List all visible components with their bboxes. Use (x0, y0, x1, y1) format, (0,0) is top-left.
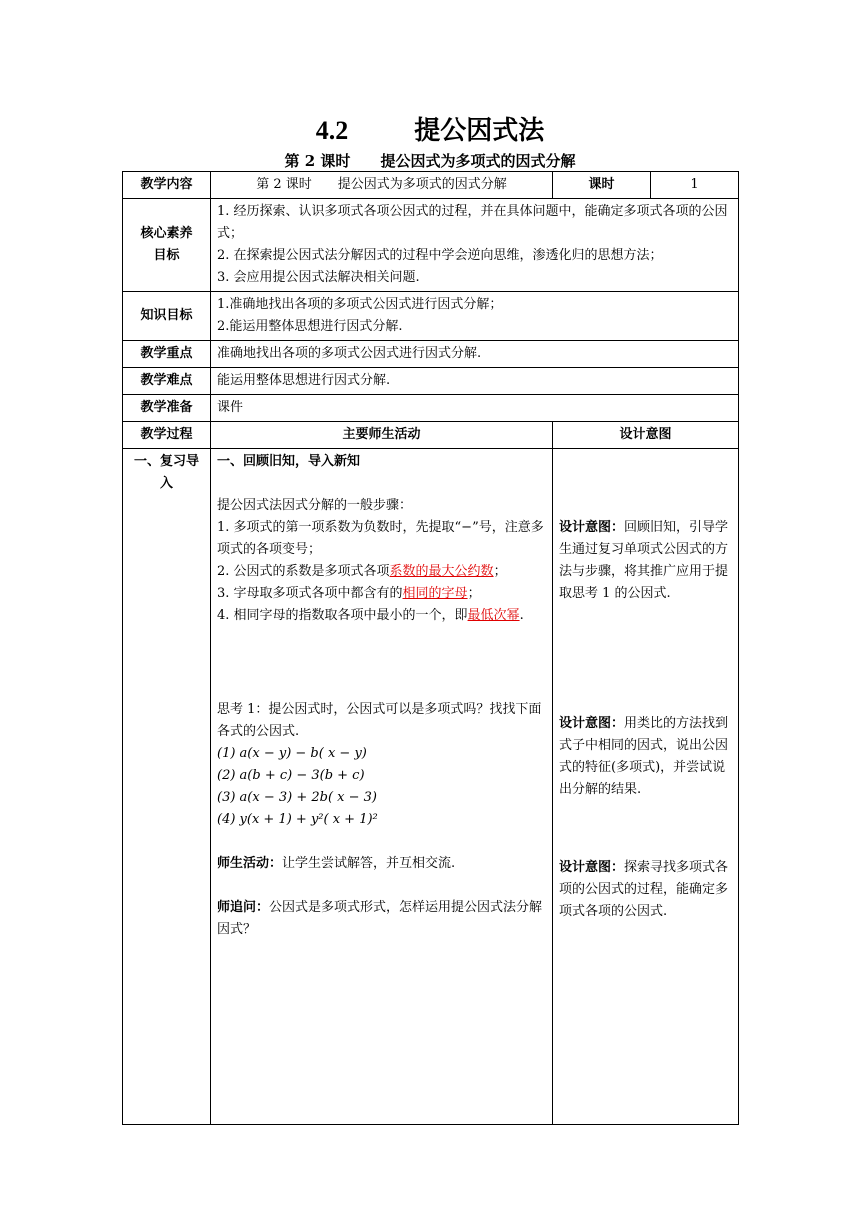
hours-value: 1 (651, 172, 739, 199)
step-4: 4. 相同字母的指数取各项中最小的一个，即最低次幂. (217, 608, 524, 623)
label-difficult: 教学难点 (123, 368, 211, 395)
row-process-header (123, 422, 739, 449)
page-title (0, 110, 860, 147)
core-goal-item: 2. 在探索提公因式法分解因式的过程中学会逆向思维，渗透化归的思想方法； (217, 248, 663, 263)
answer-blank: 最低次幂 (467, 608, 520, 623)
knowledge-item: 2.能运用整体思想进行因式分解. (217, 319, 403, 334)
label-hours: 课时 (553, 172, 651, 199)
row-process-body (123, 449, 739, 1125)
content-value: 第 2 课时 提公因式为多项式的因式分解 (211, 172, 553, 199)
subtitle-part2: 提公因式为多项式的因式分解 (380, 152, 576, 170)
section-heading: 一、回顾旧知，导入新知 (217, 454, 361, 469)
label-process: 教学过程 (123, 422, 211, 449)
answer-blank: 相同的字母 (402, 586, 468, 601)
difficult-value: 能运用整体思想进行因式分解. (211, 368, 739, 395)
label-content: 教学内容 (123, 172, 211, 199)
expression: (2) a(b + c) − 3(b + c) (217, 768, 365, 783)
step-1: 1. 多项式的第一项系数为负数时，先提取“−”号，注意多项式的各项变号； (217, 520, 544, 557)
header-intent: 设计意图 (553, 422, 739, 449)
intent-cell (553, 449, 739, 1125)
expression: (1) a(x − y) − b( x − y) (217, 746, 367, 761)
stage-label: 一、复习导入 (123, 449, 211, 1125)
row-core (123, 199, 739, 292)
knowledge-item: 1.准确地找出各项的多项式公因式进行因式分解； (217, 297, 503, 312)
core-goal-item: 3. 会应用提公因式法解决相关问题. (217, 270, 420, 285)
label-knowledge: 知识目标 (123, 292, 211, 341)
expression: (4) y(x + 1) + y²( x + 1)² (217, 812, 378, 827)
activity-note: 师生活动：让学生尝试解答，并互相交流. (217, 856, 456, 871)
lesson-plan-table (122, 171, 739, 1125)
section-number: 4.2 (315, 116, 349, 145)
step-2: 2. 公因式的系数是多项式各项系数的最大公约数； (217, 564, 507, 579)
row-difficult (123, 368, 739, 395)
row-prep (123, 395, 739, 422)
step-3: 3. 字母取多项式各项中都含有的相同的字母； (217, 586, 481, 601)
label-core (123, 199, 211, 292)
section-title: 提公因式法 (414, 116, 545, 146)
label-prep: 教学准备 (123, 395, 211, 422)
intent-1: 设计意图：回顾旧知，引导学生通过复习单项式公因式的方法与步骤，将其推广应用于提取思考 1 的公因式. (559, 520, 729, 601)
expression: (3) a(x − 3) + 2b( x − 3) (217, 790, 377, 805)
row-knowledge (123, 292, 739, 341)
label-key: 教学重点 (123, 341, 211, 368)
intent-2: 设计意图：用类比的方法找到式子中相同的因式，说出公因式的特征(多项式)，并尝试说出分解的结果. (559, 716, 729, 797)
core-goal-item: 1. 经历探索、认识多项式各项公因式的过程，并在具体问题中，能确定多项式各项的公因式； (217, 204, 728, 241)
knowledge-goals (211, 292, 739, 341)
activity-cell (211, 449, 553, 1125)
steps-intro: 提公因式法因式分解的一般步骤： (217, 498, 413, 513)
label-core-line2: 目标 (153, 248, 180, 263)
intent-3: 设计意图：探索寻找多项式各项的公因式的过程，能确定多项式各项的公因式. (559, 860, 729, 919)
header-activity: 主要师生活动 (211, 422, 553, 449)
prep-value: 课件 (211, 395, 739, 422)
lesson-subtitle (0, 150, 860, 171)
row-content (123, 172, 739, 199)
think-1: 思考 1：提公因式时，公因式可以是多项式吗？找找下面各式的公因式. (217, 702, 542, 739)
key-value: 准确地找出各项的多项式公因式进行因式分解. (211, 341, 739, 368)
label-core-line1: 核心素养 (140, 226, 193, 241)
answer-blank: 系数的最大公约数 (389, 564, 494, 579)
row-key (123, 341, 739, 368)
followup-note: 师追问：公因式是多项式形式，怎样运用提公因式法分解因式？ (217, 900, 543, 937)
core-goals (211, 199, 739, 292)
subtitle-part1: 第 2 课时 (284, 152, 351, 170)
